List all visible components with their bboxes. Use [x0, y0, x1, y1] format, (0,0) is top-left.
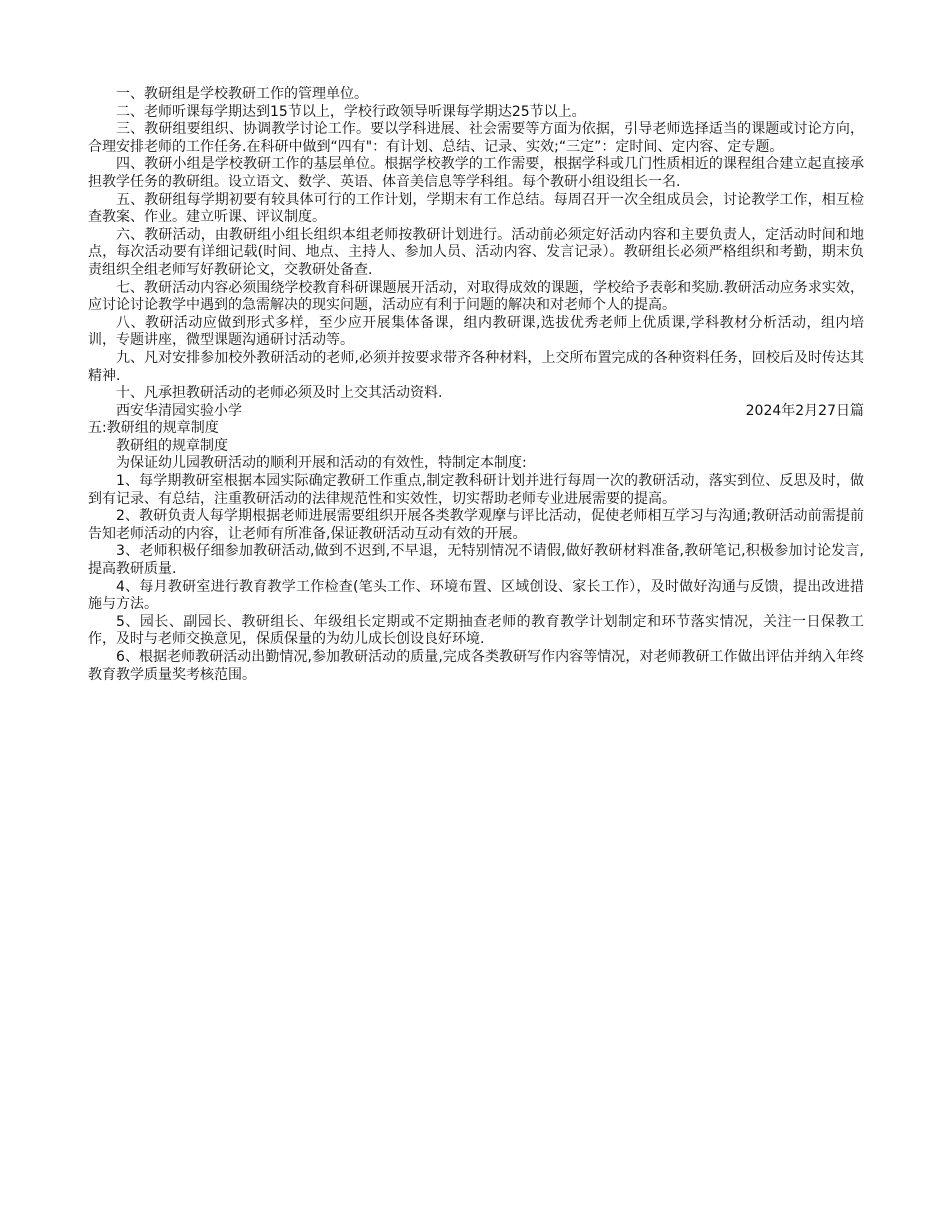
section-title: 教研组的规章制度	[116, 437, 228, 454]
signature-school: 西安华清园实验小学	[116, 402, 242, 419]
rule-paragraph: 二、老师听课每学期达到15节以上，学校行政领导听课每学期达25节以上。	[116, 103, 586, 120]
rule-paragraph: 九、凡对安排参加校外教研活动的老师,必须并按要求带齐各种材料，上交所布置完成的各种资料任务，回校后及时传达其精神.	[88, 349, 864, 384]
rule-paragraph: 六、教研活动，由教研组小组长组织本组老师按教研计划进行。活动前必须定好活动内容和主要负责人，定活动时间和地点，每次活动要有详细记载(时间、地点、主持人、参加人员、活动内容、发言记录）。教研组长必须严格组织和考勤，期末负责组织全组老师写好教研论文，交教研处备查.	[88, 226, 864, 278]
section-intro: 为保证幼儿园教研活动的顺利开展和活动的有效性，特制定本制度:	[116, 455, 527, 472]
rule-item: 3、老师积极仔细参加教研活动,做到不迟到,不早退，无特别情况不请假,做好教研材料准备,教研笔记,积极参加讨论发言,提高教研质量.	[88, 543, 864, 578]
rule-paragraph: 十、凡承担教研活动的老师必须及时上交其活动资料.	[116, 385, 443, 402]
rule-item: 5、园长、副园长、教研组长、年级组长定期或不定期抽查老师的教育教学计划制定和环节落实情况，关注一日保教工作，及时与老师交换意见，保质保量的为幼儿成长创设良好环境.	[88, 613, 864, 648]
rule-paragraph: 五、教研组每学期初要有较具体可行的工作计划，学期末有工作总结。每周召开一次全组成员会，讨论教学工作，相互检查教案、作业。建立听课、评议制度。	[88, 191, 864, 226]
document-body	[88, 86, 864, 684]
rule-paragraph: 八、教研活动应做到形式多样，至少应开展集体备课，组内教研课,选拔优秀老师上优质课,学科教材分析活动，组内培训，专题讲座，微型课题沟通研讨活动等。	[88, 314, 864, 349]
rule-item: 2、教研负责人每学期根据老师进展需要组织开展各类教学观摩与评比活动，促使老师相互学习与沟通;教研活动前需提前告知老师活动的内容，让老师有所准备,保证教研活动互动有效的开展。	[88, 508, 864, 542]
rule-paragraph: 三、教研组要组织、协调教学讨论工作。要以学科进展、社会需要等方面为依据，引导老师选择适当的课题或讨论方向，合理安排老师的工作任务.在科研中做到“四有"：有计划、总结、记录、实效;“三定”：定时间、定内容、定专题。	[88, 121, 864, 155]
signature-row	[88, 403, 864, 421]
rule-item: 4、每月教研室进行教育教学工作检查(笔头工作、环境布置、区域创设、家长工作），及时做好沟通与反馈，提出改进措施与方法。	[88, 578, 864, 613]
rule-paragraph: 四、教研小组是学校教研工作的基层单位。根据学校教学的工作需要，根据学科或几门性质相近的课程组合建立起直接承担教学任务的教研组。设立语文、数学、英语、体音美信息等学科组。每个教研小组设组长一名.	[88, 156, 864, 190]
rule-item: 1、每学期教研室根据本园实际确定教研工作重点,制定教科研计划并进行每周一次的教研活动，落实到位、反思及时，做到有记录、有总结，注重教研活动的法律规范性和实效性，切实帮助老师专业进展需要的提高。	[88, 473, 864, 507]
section-heading: 五:教研组的规章制度	[88, 420, 219, 437]
rule-item: 6、根据老师教研活动出勤情况,参加教研活动的质量,完成各类教研写作内容等情况，对老师教研工作做出评估并纳入年终教育教学质量奖考核范围。	[88, 649, 864, 683]
rule-paragraph: 一、教研组是学校教研工作的管理单位。	[116, 86, 368, 102]
signature-date: 2024年2月27日篇	[745, 402, 864, 419]
rule-paragraph: 七、教研活动内容必须围绕学校教育科研课题展开活动，对取得成效的课题，学校给予表彰和奖励.教研活动应务求实效，应讨论讨论教学中遇到的急需解决的现实问题，活动应有利于问题的解决和对老师个人的提高。	[88, 279, 864, 314]
